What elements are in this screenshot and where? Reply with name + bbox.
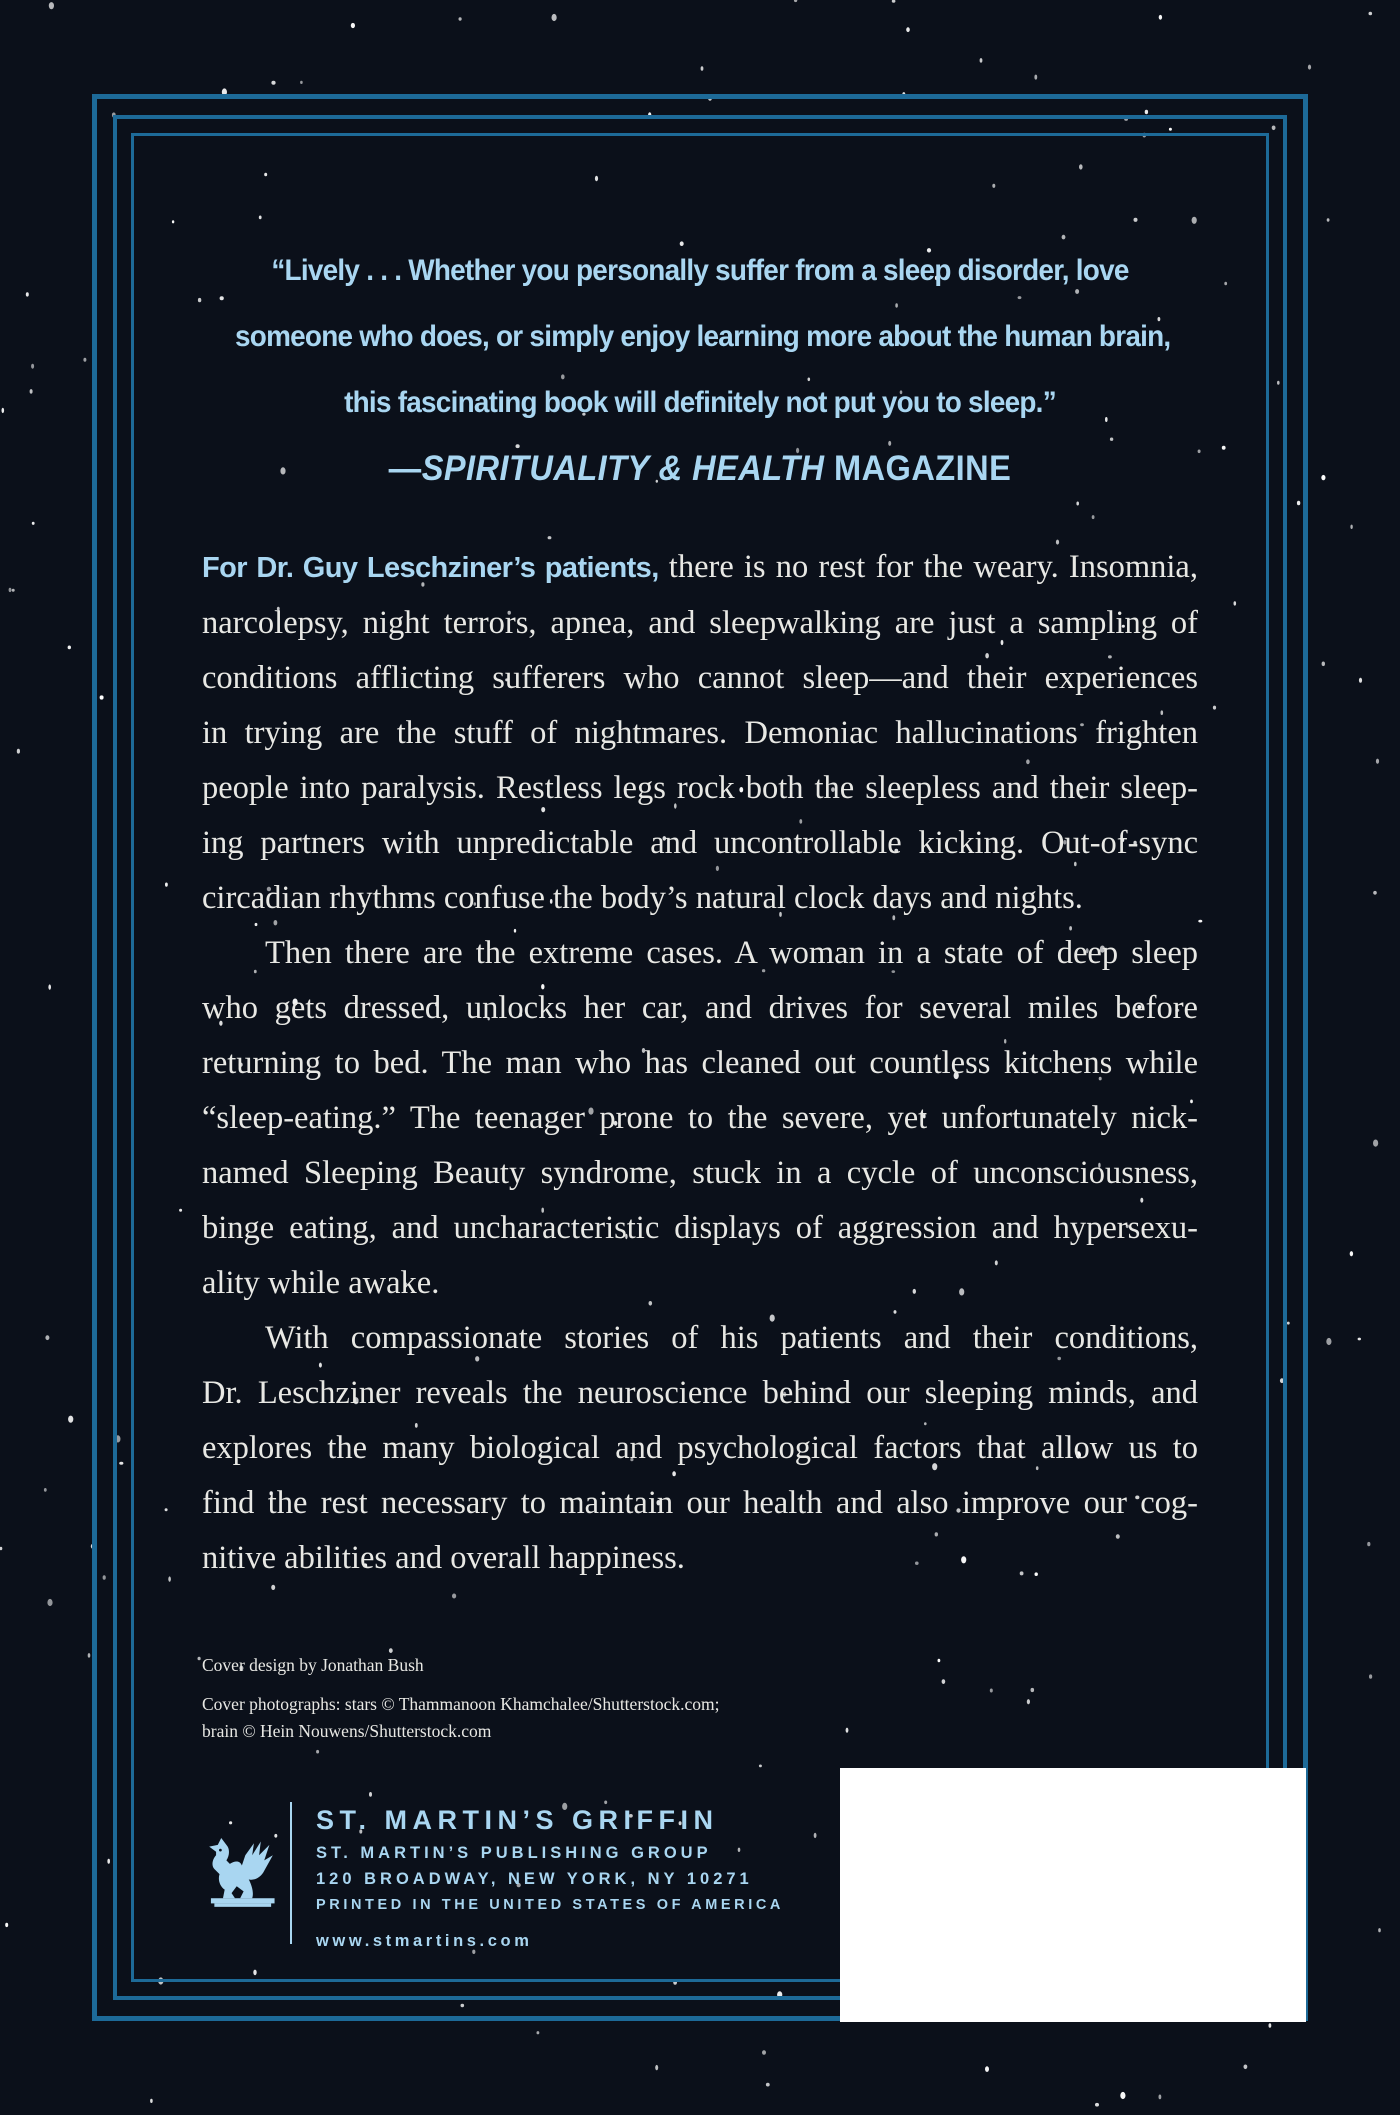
star [1159,2095,1162,2100]
star [0,1547,2,1550]
description-line: “sleep-eating.” The teenager prone to the severe, yet unfortunately nick- [202,1100,1198,1136]
star [68,646,71,650]
quote-line: someone who does, or simply enjoy learning more about the human brain, [235,320,1171,353]
description-line: nitive abilities and overall happiness. [202,1540,685,1576]
publisher-group: ST. MARTIN’S PUBLISHING GROUP [316,1844,712,1862]
star [1244,2065,1248,2070]
star [9,588,12,592]
star [68,1416,73,1423]
description-line: who gets dressed, unlocks her car, and drives for several miles before [202,990,1198,1026]
description-line-rest: there is no rest for the weary. Insomnia, [658,549,1198,585]
star [49,2,54,9]
publisher-divider [290,1802,292,1944]
star [1327,218,1330,221]
description-line: narcolepsy, night terrors, apnea, and sleepwalking are just a sampling of [202,605,1198,641]
star [459,17,462,20]
description-line: ing partners with unpredictable and uncontrollable kicking. Out-of-sync [202,825,1198,861]
description-line: people into paralysis. Restless legs rock both the sleepless and their sleep- [202,770,1198,806]
book-description [202,540,1198,1586]
review-quote [235,238,1171,502]
description-line: explores the many biological and psychological factors that allow us to [202,1430,1198,1466]
star [906,27,910,32]
description-line: Dr. Leschziner reveals the neuroscience behind our sleeping minds, and [202,1375,1198,1411]
star [88,1653,91,1658]
star [12,589,15,592]
description-line: returning to bed. The man who has cleaned out countless kitchens while [202,1045,1198,1081]
star [1350,1251,1353,1256]
description-line: named Sleeping Beauty syndrome, stuck in a cycle of unconsciousness, [202,1155,1198,1191]
attribution-suffix: MAGAZINE [824,449,1012,488]
griffin-icon [192,1826,278,1912]
attribution-dash: — [388,449,422,488]
star [1120,2092,1125,2099]
publisher-website: www.stmartins.com [316,1932,533,1950]
star [1373,1140,1378,1147]
star [655,2065,658,2070]
star [1369,1674,1372,1678]
quote-attribution [235,436,1165,502]
star [1326,1338,1331,1345]
star [1308,65,1311,70]
star [1378,1928,1381,1932]
description-line: conditions afflicting sufferers who cannot sleep—and their experiences [202,660,1198,696]
star [892,0,896,3]
star [552,14,557,21]
star [1367,1542,1370,1546]
cover-design-credit: Cover design by Jonathan Bush [202,1655,424,1675]
star [1159,15,1162,20]
description-line: With compassionate stories of his patients and their conditions, [265,1320,1198,1356]
description-paragraph-3 [202,1311,1198,1586]
star [762,2050,766,2055]
star [44,1488,47,1492]
description-line: in trying are the stuff of nightmares. Demoniac hallucinations frighten [202,715,1198,751]
star [26,292,29,296]
star [766,2083,770,2087]
description-paragraph-1 [202,540,1198,926]
description-line: binge eating, and uncharacteristic displays of aggression and hypersexu- [202,1210,1198,1246]
star [150,2099,153,2103]
star [2,408,5,413]
star [30,389,33,394]
publisher-info [316,1800,836,1951]
star [980,58,983,63]
cover-credits [202,1652,902,1745]
description-paragraph-2 [202,926,1198,1311]
attribution-publication: SPIRITUALITY & HEALTH [421,449,825,488]
star [32,522,35,525]
star [1358,1338,1361,1341]
star [701,66,704,71]
star [1373,891,1377,895]
cover-photo-credit: brain © Hein Nouwens/Shutterstock.com [202,1721,492,1741]
printed-in-notice: PRINTED IN THE UNITED STATES OF AMERICA [316,1897,784,1913]
star [48,984,51,989]
star [1350,525,1352,529]
quote-line: this fascinating book will definitely not put you to sleep.” [344,386,1056,419]
star [1034,75,1037,80]
publisher-name: ST. MARTIN’S GRIFFIN [316,1805,719,1835]
star [47,1599,52,1606]
publisher-address: 120 BROADWAY, NEW YORK, NY 10271 [316,1870,753,1888]
star [351,23,355,28]
description-line: find the rest necessary to maintain our health and also improve our cog- [202,1485,1198,1521]
star [271,81,275,85]
description-lead-in: For Dr. Guy Leschziner’s patients, [202,552,659,584]
star [1369,12,1373,16]
star [31,364,34,369]
star [1359,678,1362,683]
description-line: circadian rhythms confuse the body’s natural clock days and nights. [202,880,1083,916]
star [1376,759,1379,764]
star [83,358,86,362]
description-line [202,540,1198,596]
description-line: Then there are the extreme cases. A woman in a state of deep sleep [265,935,1198,971]
star [985,2066,989,2072]
cover-photo-credit: Cover photographs: stars © Thammanoon Khamchalee/Shutterstock.com; [202,1694,720,1714]
star [45,1335,49,1340]
star [1321,475,1325,480]
star [17,749,20,754]
quote-line: “Lively . . . Whether you personally suffer from a sleep disorder, love [271,254,1129,287]
star [1269,2023,1272,2028]
description-line: ality while awake. [202,1265,440,1301]
star [1322,662,1325,667]
star [5,1923,8,1927]
star [1095,2103,1099,2107]
star [300,81,303,84]
barcode-area [840,1768,1306,2022]
star [537,2031,540,2034]
star [794,0,797,2]
